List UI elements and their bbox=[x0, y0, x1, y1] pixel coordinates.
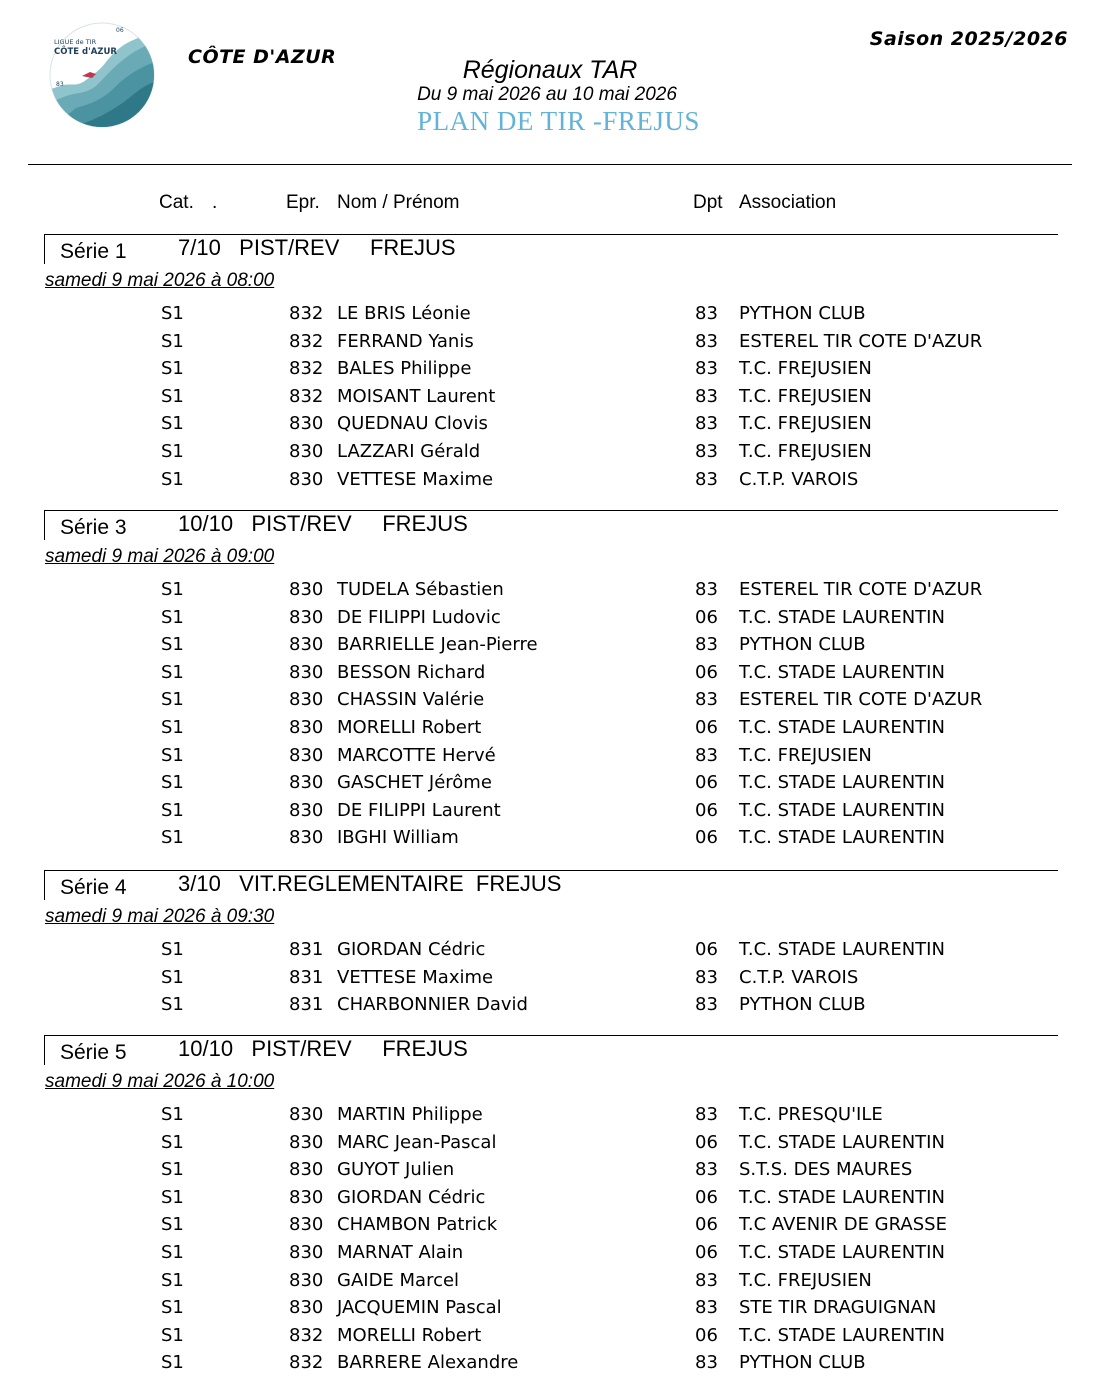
cell-department: 83 bbox=[695, 330, 718, 352]
cell-department: 83 bbox=[695, 634, 718, 656]
cell-department: 83 bbox=[695, 303, 718, 324]
cell-association: T.C. STADE LAURENTIN bbox=[739, 1131, 945, 1153]
cell-event: 832 bbox=[289, 385, 324, 407]
table-row bbox=[0, 1159, 1100, 1187]
cell-department: 06 bbox=[695, 716, 718, 738]
cell-department: 06 bbox=[695, 1131, 718, 1153]
cell-name: VETTESE Maxime bbox=[337, 468, 494, 490]
col-header-nom: Nom / Prénom bbox=[337, 192, 460, 213]
cell-category: S1 bbox=[161, 799, 184, 821]
table-row bbox=[0, 1325, 1100, 1353]
shooter-list bbox=[0, 303, 1100, 496]
cell-department: 06 bbox=[695, 827, 718, 849]
cell-name: DE FILIPPI Laurent bbox=[337, 799, 501, 821]
table-row bbox=[0, 967, 1100, 995]
cell-category: S1 bbox=[161, 772, 184, 794]
cell-category: S1 bbox=[161, 994, 184, 1016]
col-header-cat: Cat. bbox=[159, 192, 194, 213]
cell-event: 830 bbox=[289, 579, 324, 600]
cell-association: T.C. STADE LAURENTIN bbox=[739, 1186, 945, 1208]
cell-category: S1 bbox=[161, 1269, 184, 1291]
cell-event: 830 bbox=[289, 413, 324, 435]
cell-department: 06 bbox=[695, 661, 718, 683]
cell-name: MOISANT Laurent bbox=[337, 385, 496, 407]
table-row bbox=[0, 358, 1100, 386]
logo-text: 83 bbox=[56, 81, 64, 88]
cell-event: 830 bbox=[289, 440, 324, 462]
cell-event: 832 bbox=[289, 1352, 324, 1374]
series-bracket bbox=[44, 510, 45, 540]
cell-event: 830 bbox=[289, 827, 324, 849]
cell-association: T.C. STADE LAURENTIN bbox=[739, 716, 945, 738]
cell-event: 830 bbox=[289, 1104, 324, 1125]
cell-department: 83 bbox=[695, 1104, 718, 1125]
cell-name: QUEDNAU Clovis bbox=[337, 413, 488, 435]
cell-category: S1 bbox=[161, 689, 184, 711]
table-row bbox=[0, 717, 1100, 745]
cell-category: S1 bbox=[161, 827, 184, 849]
cell-category: S1 bbox=[161, 385, 184, 407]
cell-department: 83 bbox=[695, 994, 718, 1016]
plan-title bbox=[0, 106, 1100, 137]
cell-department: 83 bbox=[695, 744, 718, 766]
cell-category: S1 bbox=[161, 579, 184, 600]
cell-event: 831 bbox=[289, 994, 324, 1016]
series-info: 3/10 VIT.REGLEMENTAIRE FREJUS bbox=[178, 871, 562, 896]
page-title-text: Régionaux TAR bbox=[462, 56, 638, 84]
table-row bbox=[0, 331, 1100, 359]
cell-name: MARC Jean-Pascal bbox=[337, 1131, 497, 1153]
cell-event: 830 bbox=[289, 1186, 324, 1208]
cell-department: 06 bbox=[695, 1324, 718, 1346]
cell-event: 832 bbox=[289, 358, 324, 380]
cell-name: GAIDE Marcel bbox=[337, 1269, 460, 1291]
logo-text: 06 bbox=[116, 27, 124, 34]
table-row bbox=[0, 662, 1100, 690]
cell-association: T.C. PRESQU'ILE bbox=[739, 1104, 883, 1125]
plan-title-text: PLAN DE TIR -FREJUS bbox=[417, 106, 700, 136]
cell-category: S1 bbox=[161, 1104, 184, 1125]
series-label: Série 3 bbox=[60, 516, 127, 539]
cell-category: S1 bbox=[161, 1352, 184, 1374]
cell-department: 06 bbox=[695, 799, 718, 821]
cell-category: S1 bbox=[161, 440, 184, 462]
cell-name: MORELLI Robert bbox=[337, 716, 482, 738]
cell-name: CHAMBON Patrick bbox=[337, 1214, 498, 1236]
cell-event: 830 bbox=[289, 606, 324, 628]
cell-department: 83 bbox=[695, 1297, 718, 1319]
series-label: Série 4 bbox=[60, 876, 127, 899]
series-date: samedi 9 mai 2026 à 08:00 bbox=[45, 270, 275, 291]
header-divider bbox=[28, 164, 1072, 165]
cell-category: S1 bbox=[161, 1324, 184, 1346]
cell-department: 83 bbox=[695, 358, 718, 380]
cell-category: S1 bbox=[161, 1131, 184, 1153]
cell-name: GUYOT Julien bbox=[337, 1159, 455, 1181]
shooter-list bbox=[0, 1104, 1100, 1380]
cell-name: IBGHI William bbox=[337, 827, 459, 849]
cell-category: S1 bbox=[161, 744, 184, 766]
cell-category: S1 bbox=[161, 1159, 184, 1181]
cell-department: 06 bbox=[695, 1241, 718, 1263]
region-name: CÔTE D'AZUR bbox=[188, 46, 337, 68]
cell-department: 83 bbox=[695, 468, 718, 490]
cell-category: S1 bbox=[161, 468, 184, 490]
cell-department: 06 bbox=[695, 939, 718, 960]
cell-association: T.C AVENIR DE GRASSE bbox=[739, 1214, 947, 1236]
cell-association: T.C. STADE LAURENTIN bbox=[739, 827, 945, 849]
table-row bbox=[0, 1242, 1100, 1270]
cell-category: S1 bbox=[161, 413, 184, 435]
cell-association: T.C. STADE LAURENTIN bbox=[739, 661, 945, 683]
cell-association: T.C. STADE LAURENTIN bbox=[739, 1324, 945, 1346]
cell-event: 831 bbox=[289, 966, 324, 988]
table-row bbox=[0, 689, 1100, 717]
series-label: Série 5 bbox=[60, 1041, 127, 1064]
cell-association: C.T.P. VAROIS bbox=[739, 966, 859, 988]
cell-name: BARRIELLE Jean-Pierre bbox=[337, 634, 538, 656]
table-row bbox=[0, 413, 1100, 441]
cell-name: JACQUEMIN Pascal bbox=[337, 1297, 502, 1319]
cell-name: CHASSIN Valérie bbox=[337, 689, 485, 711]
cell-category: S1 bbox=[161, 661, 184, 683]
cell-category: S1 bbox=[161, 1186, 184, 1208]
cell-association: T.C. FREJUSIEN bbox=[739, 385, 872, 407]
table-row bbox=[0, 1352, 1100, 1380]
table-row bbox=[0, 1297, 1100, 1325]
cell-association: T.C. FREJUSIEN bbox=[739, 358, 872, 380]
page-title bbox=[0, 56, 1100, 85]
cell-name: VETTESE Maxime bbox=[337, 966, 494, 988]
event-dates bbox=[0, 84, 1094, 106]
cell-department: 06 bbox=[695, 606, 718, 628]
cell-association: T.C. STADE LAURENTIN bbox=[739, 1241, 945, 1263]
cell-category: S1 bbox=[161, 358, 184, 380]
cell-name: CHARBONNIER David bbox=[337, 994, 528, 1016]
event-dates-text: Du 9 mai 2026 au 10 mai 2026 bbox=[417, 84, 677, 105]
cell-name: FERRAND Yanis bbox=[337, 330, 474, 352]
series-bracket bbox=[44, 1035, 45, 1065]
cell-category: S1 bbox=[161, 939, 184, 960]
cell-name: MARTIN Philippe bbox=[337, 1104, 483, 1125]
cell-category: S1 bbox=[161, 1297, 184, 1319]
cell-event: 832 bbox=[289, 1324, 324, 1346]
shooter-list bbox=[0, 939, 1100, 1022]
cell-department: 83 bbox=[695, 966, 718, 988]
series-label: Série 1 bbox=[60, 240, 127, 263]
series-date: samedi 9 mai 2026 à 10:00 bbox=[45, 1071, 275, 1092]
cell-name: MORELLI Robert bbox=[337, 1324, 482, 1346]
cell-name: GASCHET Jérôme bbox=[337, 772, 492, 794]
series-info: 10/10 PIST/REV FREJUS bbox=[178, 511, 468, 536]
cell-name: TUDELA Sébastien bbox=[337, 579, 504, 600]
col-header-epr: Epr. bbox=[286, 192, 320, 213]
cell-category: S1 bbox=[161, 303, 184, 324]
series-date: samedi 9 mai 2026 à 09:30 bbox=[45, 906, 275, 927]
cell-association: S.T.S. DES MAURES bbox=[739, 1159, 913, 1181]
cell-name: LE BRIS Léonie bbox=[337, 303, 471, 324]
table-row bbox=[0, 607, 1100, 635]
cell-department: 06 bbox=[695, 1186, 718, 1208]
cell-category: S1 bbox=[161, 1241, 184, 1263]
cell-association: PYTHON CLUB bbox=[739, 634, 866, 656]
cell-association: PYTHON CLUB bbox=[739, 303, 866, 324]
table-row bbox=[0, 772, 1100, 800]
table-row bbox=[0, 800, 1100, 828]
cell-event: 830 bbox=[289, 1241, 324, 1263]
table-row bbox=[0, 469, 1100, 497]
cell-event: 830 bbox=[289, 1214, 324, 1236]
table-row bbox=[0, 939, 1100, 967]
cell-event: 830 bbox=[289, 1159, 324, 1181]
table-row bbox=[0, 386, 1100, 414]
table-row bbox=[0, 634, 1100, 662]
cell-name: MARNAT Alain bbox=[337, 1241, 464, 1263]
cell-association: ESTEREL TIR COTE D'AZUR bbox=[739, 689, 983, 711]
table-row bbox=[0, 303, 1100, 331]
cell-department: 83 bbox=[695, 1352, 718, 1374]
shooter-list bbox=[0, 579, 1100, 855]
table-row bbox=[0, 745, 1100, 773]
table-row bbox=[0, 1214, 1100, 1242]
cell-event: 830 bbox=[289, 716, 324, 738]
cell-event: 830 bbox=[289, 468, 324, 490]
cell-name: BALES Philippe bbox=[337, 358, 472, 380]
cell-event: 830 bbox=[289, 661, 324, 683]
cell-name: LAZZARI Gérald bbox=[337, 440, 481, 462]
col-header-assoc: Association bbox=[739, 192, 837, 213]
table-row bbox=[0, 1132, 1100, 1160]
cell-department: 83 bbox=[695, 1269, 718, 1291]
series-date: samedi 9 mai 2026 à 09:00 bbox=[45, 546, 275, 567]
series-info: 10/10 PIST/REV FREJUS bbox=[178, 1036, 468, 1061]
cell-association: PYTHON CLUB bbox=[739, 1352, 866, 1374]
series-info: 7/10 PIST/REV FREJUS bbox=[178, 235, 456, 260]
season-label: Saison 2025/2026 bbox=[869, 28, 1068, 50]
cell-category: S1 bbox=[161, 716, 184, 738]
table-row bbox=[0, 441, 1100, 469]
col-header-dpt: Dpt bbox=[693, 192, 723, 213]
cell-association: C.T.P. VAROIS bbox=[739, 468, 859, 490]
cell-category: S1 bbox=[161, 634, 184, 656]
cell-name: GIORDAN Cédric bbox=[337, 1186, 486, 1208]
cell-association: STE TIR DRAGUIGNAN bbox=[739, 1297, 937, 1319]
cell-category: S1 bbox=[161, 966, 184, 988]
cell-department: 83 bbox=[695, 1159, 718, 1181]
cell-association: T.C. STADE LAURENTIN bbox=[739, 939, 945, 960]
cell-event: 830 bbox=[289, 1131, 324, 1153]
cell-association: ESTEREL TIR COTE D'AZUR bbox=[739, 579, 983, 600]
cell-department: 06 bbox=[695, 1214, 718, 1236]
table-row bbox=[0, 579, 1100, 607]
cell-association: T.C. FREJUSIEN bbox=[739, 1269, 872, 1291]
cell-department: 83 bbox=[695, 440, 718, 462]
cell-category: S1 bbox=[161, 606, 184, 628]
cell-association: ESTEREL TIR COTE D'AZUR bbox=[739, 330, 983, 352]
logo-text: LIGUE de TIR bbox=[54, 38, 97, 46]
cell-association: T.C. STADE LAURENTIN bbox=[739, 772, 945, 794]
cell-department: 83 bbox=[695, 413, 718, 435]
column-headers bbox=[0, 192, 1100, 220]
table-row bbox=[0, 827, 1100, 855]
cell-department: 83 bbox=[695, 689, 718, 711]
cell-event: 830 bbox=[289, 634, 324, 656]
cell-event: 830 bbox=[289, 689, 324, 711]
cell-event: 830 bbox=[289, 1269, 324, 1291]
cell-event: 830 bbox=[289, 799, 324, 821]
cell-name: BESSON Richard bbox=[337, 661, 486, 683]
cell-department: 83 bbox=[695, 579, 718, 600]
cell-event: 832 bbox=[289, 303, 324, 324]
table-row bbox=[0, 994, 1100, 1022]
cell-event: 830 bbox=[289, 772, 324, 794]
cell-event: 832 bbox=[289, 330, 324, 352]
cell-association: T.C. STADE LAURENTIN bbox=[739, 606, 945, 628]
cell-name: MARCOTTE Hervé bbox=[337, 744, 496, 766]
series-bracket bbox=[44, 234, 45, 264]
cell-association: T.C. FREJUSIEN bbox=[739, 413, 872, 435]
cell-event: 830 bbox=[289, 744, 324, 766]
cell-association: PYTHON CLUB bbox=[739, 994, 866, 1016]
logo-text: CÔTE d'AZUR bbox=[54, 47, 117, 57]
table-row bbox=[0, 1104, 1100, 1132]
cell-name: GIORDAN Cédric bbox=[337, 939, 486, 960]
cell-category: S1 bbox=[161, 1214, 184, 1236]
cell-event: 830 bbox=[289, 1297, 324, 1319]
cell-department: 06 bbox=[695, 772, 718, 794]
cell-association: T.C. STADE LAURENTIN bbox=[739, 799, 945, 821]
col-header-dot: . bbox=[212, 192, 218, 213]
table-row bbox=[0, 1270, 1100, 1298]
cell-category: S1 bbox=[161, 330, 184, 352]
table-row bbox=[0, 1187, 1100, 1215]
series-bracket bbox=[44, 870, 45, 900]
cell-name: BARRERE Alexandre bbox=[337, 1352, 519, 1374]
cell-event: 831 bbox=[289, 939, 324, 960]
cell-association: T.C. FREJUSIEN bbox=[739, 744, 872, 766]
cell-association: T.C. FREJUSIEN bbox=[739, 440, 872, 462]
cell-department: 83 bbox=[695, 385, 718, 407]
cell-name: DE FILIPPI Ludovic bbox=[337, 606, 501, 628]
